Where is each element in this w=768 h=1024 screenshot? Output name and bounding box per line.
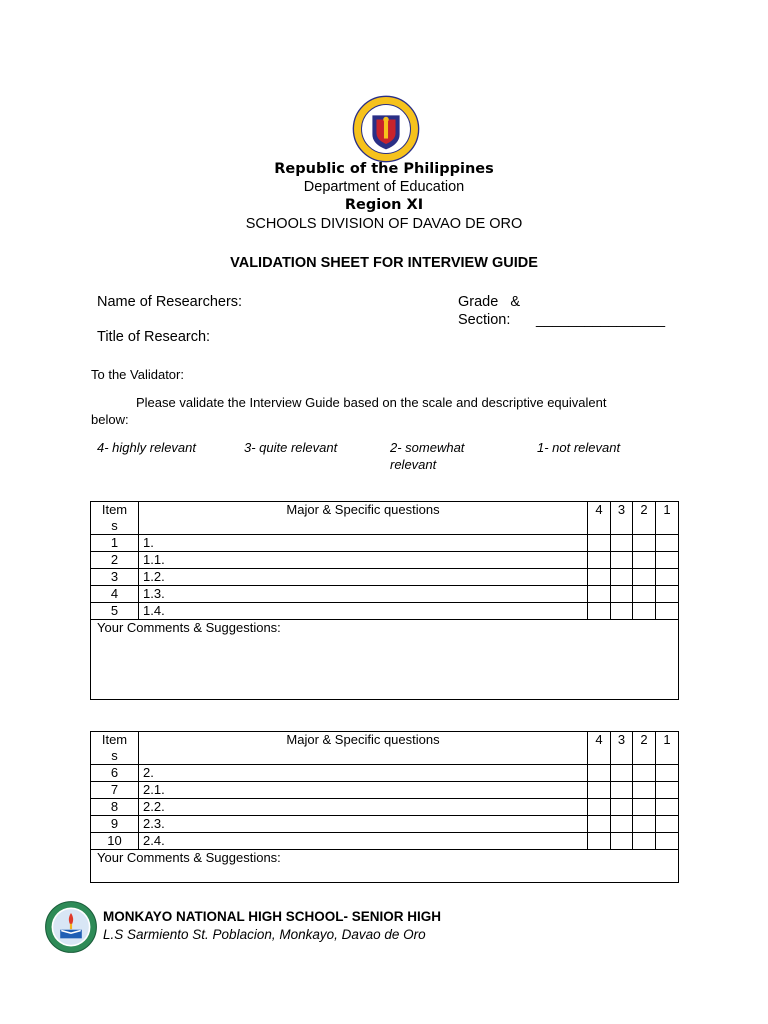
footer-school-name: MONKAYO NATIONAL HIGH SCHOOL- SENIOR HIGH — [103, 909, 442, 924]
question-cell[interactable]: 1. — [139, 535, 588, 552]
scale-2-cont: relevant — [390, 457, 437, 472]
rating-cell[interactable] — [611, 569, 633, 586]
item-number: 9 — [91, 816, 139, 833]
deped-seal-logo — [352, 95, 420, 163]
rating-2-header: 2 — [633, 732, 656, 765]
items-header: Item s — [91, 502, 139, 535]
salutation: To the Validator: — [91, 367, 184, 382]
question-cell[interactable]: 1.3. — [139, 586, 588, 603]
table-row — [91, 586, 679, 603]
rating-cell[interactable] — [656, 816, 679, 833]
rating-cell[interactable] — [588, 782, 611, 799]
table-row — [91, 765, 679, 782]
rating-3-header: 3 — [611, 732, 633, 765]
rating-cell[interactable] — [656, 765, 679, 782]
table-row — [91, 833, 679, 850]
school-logo — [44, 900, 98, 954]
rating-3-header: 3 — [611, 502, 633, 535]
header-department: Department of Education — [303, 179, 465, 195]
item-number: 3 — [91, 569, 139, 586]
rating-2-header: 2 — [633, 502, 656, 535]
rating-cell[interactable] — [656, 603, 679, 620]
rating-cell[interactable] — [656, 569, 679, 586]
rating-cell[interactable] — [588, 816, 611, 833]
rating-cell[interactable] — [588, 569, 611, 586]
rating-cell[interactable] — [633, 586, 656, 603]
table-row — [91, 569, 679, 586]
question-cell[interactable]: 2.1. — [139, 782, 588, 799]
header-region: Region XI — [344, 197, 424, 213]
rating-cell[interactable] — [611, 799, 633, 816]
table-row — [91, 552, 679, 569]
footer-address: L.S Sarmiento St. Poblacion, Monkayo, Davao de Oro — [103, 927, 426, 942]
rating-cell[interactable] — [633, 799, 656, 816]
item-number: 5 — [91, 603, 139, 620]
scale-4: 4- highly relevant — [97, 440, 196, 455]
grade-label: Grade & — [458, 294, 521, 310]
rating-cell[interactable] — [633, 833, 656, 850]
rating-cell[interactable] — [611, 782, 633, 799]
rating-cell[interactable] — [656, 552, 679, 569]
rating-cell[interactable] — [588, 603, 611, 620]
item-number: 4 — [91, 586, 139, 603]
scale-3: 3- quite relevant — [244, 440, 338, 455]
comments-box[interactable] — [91, 620, 679, 700]
rating-cell[interactable] — [656, 833, 679, 850]
item-number: 6 — [91, 765, 139, 782]
instruction-line2: below: — [91, 412, 129, 427]
rating-cell[interactable] — [588, 535, 611, 552]
rating-cell[interactable] — [611, 833, 633, 850]
questions-header: Major & Specific questions — [139, 502, 588, 535]
rating-cell[interactable] — [633, 765, 656, 782]
item-number: 7 — [91, 782, 139, 799]
validation-table-2 — [90, 731, 679, 883]
question-cell[interactable]: 2.4. — [139, 833, 588, 850]
section-label: Section: — [458, 312, 511, 328]
table-row — [91, 535, 679, 552]
researchers-label: Name of Researchers: — [97, 294, 243, 310]
item-number: 1 — [91, 535, 139, 552]
rating-1-header: 1 — [656, 502, 679, 535]
question-cell[interactable]: 2.3. — [139, 816, 588, 833]
rating-4-header: 4 — [588, 502, 611, 535]
scale-2: 2- somewhat — [390, 440, 465, 455]
table-row — [91, 816, 679, 833]
rating-cell[interactable] — [633, 569, 656, 586]
rating-cell[interactable] — [611, 603, 633, 620]
comments-box[interactable] — [91, 850, 679, 883]
rating-cell[interactable] — [633, 603, 656, 620]
rating-cell[interactable] — [588, 552, 611, 569]
research-title-label: Title of Research: — [97, 329, 211, 345]
scale-1: 1- not relevant — [537, 440, 621, 455]
comments-label: Your Comments & Suggestions: — [97, 620, 281, 635]
rating-cell[interactable] — [611, 535, 633, 552]
rating-cell[interactable] — [611, 552, 633, 569]
table-row — [91, 799, 679, 816]
header-country: Republic of the Philippines — [274, 161, 494, 177]
rating-cell[interactable] — [588, 833, 611, 850]
rating-cell[interactable] — [656, 782, 679, 799]
items-header: Item s — [91, 732, 139, 765]
validation-table-1 — [90, 501, 679, 700]
question-cell[interactable]: 2.2. — [139, 799, 588, 816]
document-title: VALIDATION SHEET FOR INTERVIEW GUIDE — [230, 255, 538, 271]
question-cell[interactable]: 1.1. — [139, 552, 588, 569]
rating-cell[interactable] — [611, 816, 633, 833]
question-cell[interactable]: 1.4. — [139, 603, 588, 620]
item-number: 8 — [91, 799, 139, 816]
rating-cell[interactable] — [656, 799, 679, 816]
rating-cell[interactable] — [588, 799, 611, 816]
comments-label: Your Comments & Suggestions: — [97, 850, 281, 865]
rating-cell[interactable] — [611, 586, 633, 603]
rating-cell[interactable] — [633, 552, 656, 569]
question-cell[interactable]: 1.2. — [139, 569, 588, 586]
rating-cell[interactable] — [588, 586, 611, 603]
rating-cell[interactable] — [633, 782, 656, 799]
rating-1-header: 1 — [656, 732, 679, 765]
rating-cell[interactable] — [611, 765, 633, 782]
section-input-line[interactable]: ________________ — [536, 312, 666, 328]
header-division: SCHOOLS DIVISION OF DAVAO DE ORO — [245, 216, 523, 232]
item-number: 2 — [91, 552, 139, 569]
rating-cell[interactable] — [633, 535, 656, 552]
instruction-line1: Please validate the Interview Guide based on the scale and descriptive equivalent — [136, 395, 607, 410]
rating-cell[interactable] — [656, 586, 679, 603]
questions-header: Major & Specific questions — [139, 732, 588, 765]
table-row — [91, 782, 679, 799]
rating-cell[interactable] — [588, 765, 611, 782]
rating-cell[interactable] — [656, 535, 679, 552]
rating-cell[interactable] — [633, 816, 656, 833]
question-cell[interactable]: 2. — [139, 765, 588, 782]
rating-4-header: 4 — [588, 732, 611, 765]
item-number: 10 — [91, 833, 139, 850]
table-row — [91, 603, 679, 620]
